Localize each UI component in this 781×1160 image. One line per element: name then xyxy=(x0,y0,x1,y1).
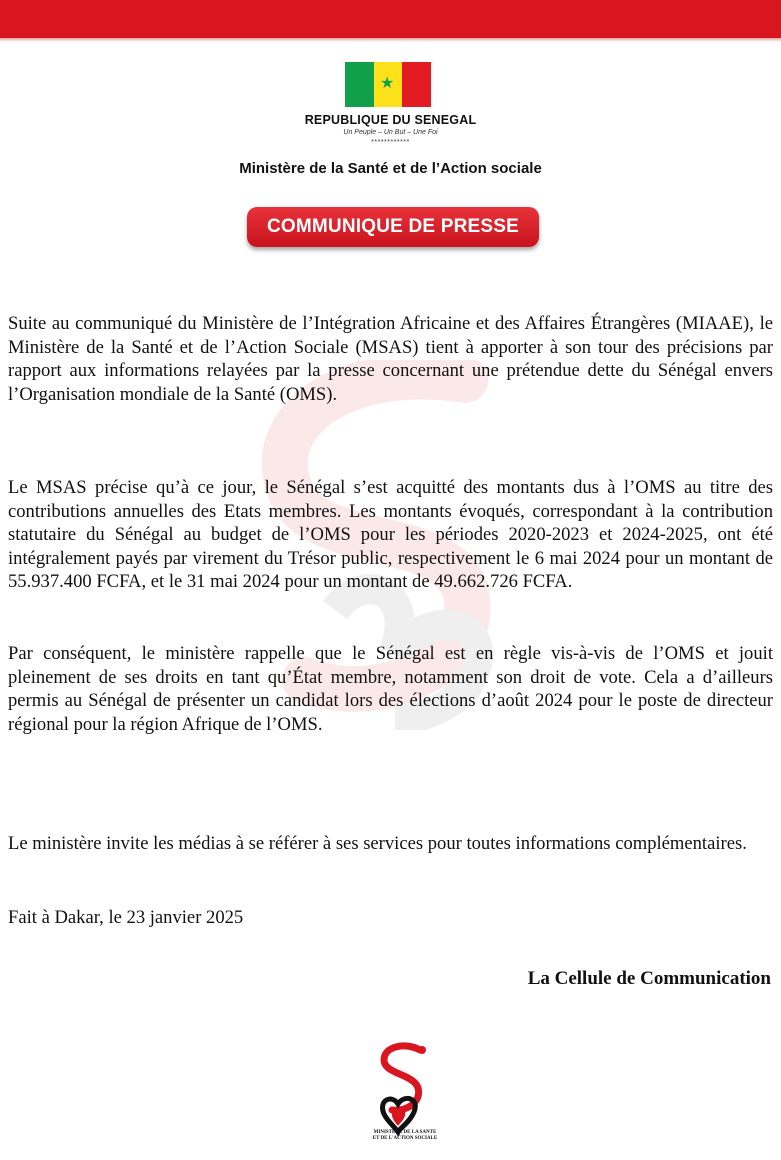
paragraph-1: Suite au communiqué du Ministère de l’Intégration Africaine et des Affaires Étrangères (MIAAE), le Ministère de la Santé et de l’Action Sociale (MSAS) tient à apporter à son tour des précisions par rapport aux informations relayées par la presse concernant une prétendue dette du Sénégal envers l’Organisation mondiale de la Santé (OMS). xyxy=(8,313,773,405)
senegal-flag-icon xyxy=(345,62,431,107)
logo-caption: MINISTERE DE LA SANTE ET DE L'ACTION SOCIALE xyxy=(372,1130,438,1141)
top-red-bar xyxy=(0,0,781,38)
top-bar-shadow xyxy=(0,38,781,42)
press-release-badge: COMMUNIQUE DE PRESSE xyxy=(247,207,539,247)
signature: La Cellule de Communication xyxy=(527,968,771,989)
paragraph-3: Par conséquent, le ministère rappelle que le Sénégal est en règle vis-à-vis de l’OMS et jouit pleinement de ses droits en tant qu’État membre, notamment son droit de vote. Cela a d’ailleurs permis au Sénégal de présenter un candidat lors des élections d’août 2024 pour le poste de directeur régional pour la région Afrique de l’OMS. xyxy=(8,643,773,735)
place-date: Fait à Dakar, le 23 janvier 2025 xyxy=(8,907,244,928)
paragraph-4: Le ministère invite les médias à se référer à ses services pour toutes informations complémentaires. xyxy=(8,833,747,854)
ministry-logo-icon xyxy=(362,1040,446,1140)
paragraph-2: Le MSAS précise qu’à ce jour, le Sénégal s’est acquitté des montants dus à l’OMS au titre des contributions annuelles des Etats membres. Les montants évoqués, correspondant à la contribution statutaire du Sénégal au budget de l’OMS pour les périodes 2020-2023 et 2024-2025, ont été intégralement payés par virement du Trésor public, respectivement le 6 mai 2024 pour un montant de 55.937.400 FCFA, et le 31 mai 2024 pour un montant de 49.662.726 FCFA. xyxy=(8,477,773,593)
ministry-name: Ministère de la Santé et de l’Action sociale xyxy=(239,160,542,177)
national-motto: Un Peuple – Un But – Une Foi xyxy=(343,129,438,136)
flag-star-icon: ★ xyxy=(380,73,395,92)
header-separator: ************ xyxy=(371,139,410,146)
country-name: REPUBLIQUE DU SENEGAL xyxy=(304,113,477,127)
